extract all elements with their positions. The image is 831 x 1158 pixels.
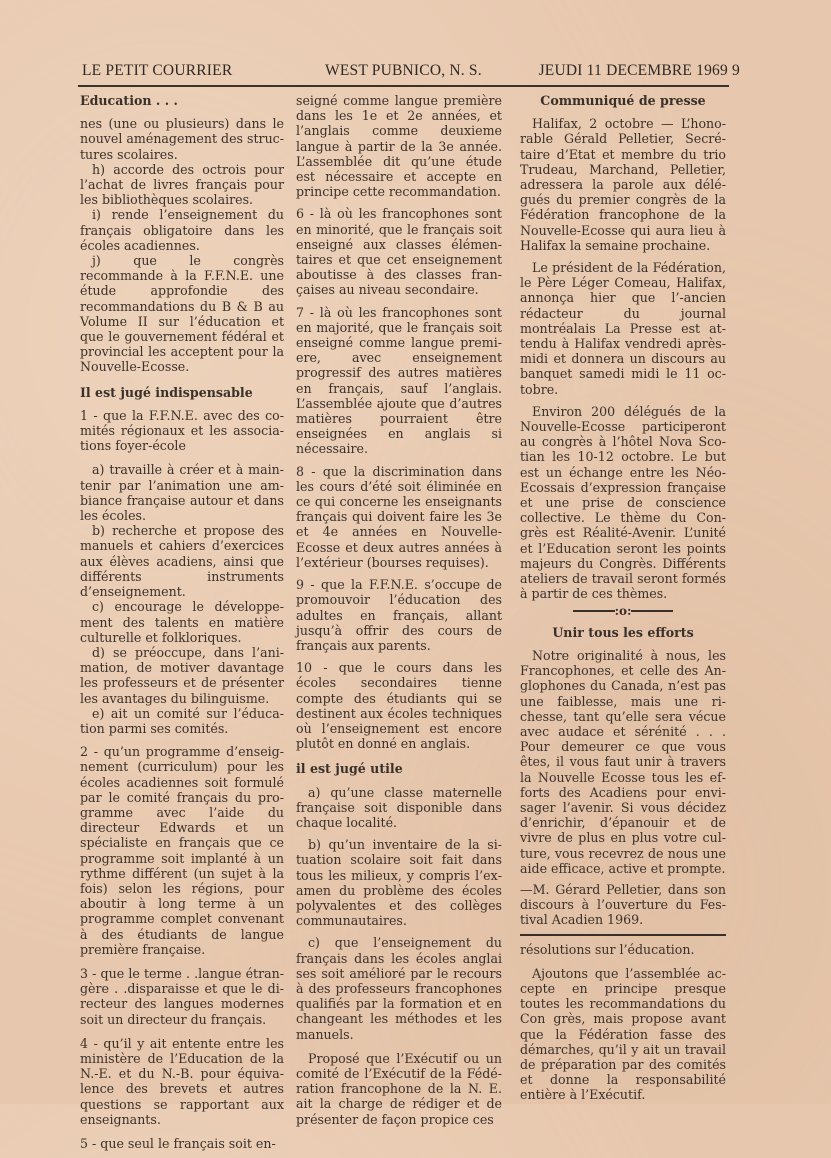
paragraph: Ajoutons que l’assemblée accepte en principe presque toutes les recommandations du Con grès, mais propose avant que la Fédération fasse des démarches, qu’il y ait un travail de préparation par des comités et donne la responsabilité entière à l’Exécutif. <box>520 965 726 1103</box>
paragraph: c) que l’enseignement du français dans les écoles anglai ses soit amélioré par le recours à des professeurs francophones qualifiés par la formation et en changeant les méthodes et les manuels. <box>296 935 502 1042</box>
section-heading-unir: Unir tous les efforts <box>552 624 694 640</box>
separator-line <box>631 610 673 612</box>
paragraph: 2 - qu’un programme d’enseignement (curriculum) pour les écoles acadiennes soit formulé par le comité français du programme avec l’aide du directeur Edwards et un spécialiste en français que ce programme soit implanté à un rythme différent (un sujet à la fois) selon les régions, pour aboutir à long terme à un programme complet convenant à des étudiants de langue première française. <box>80 744 284 957</box>
issue-date <box>539 62 740 80</box>
masthead-rule <box>78 85 729 87</box>
paragraph: nes (une ou plusieurs) dans le nouvel aménagement des structures scolaires. <box>80 116 284 162</box>
paragraph: i) rende l’enseignement du français obligatoire dans les écoles acadiennes. <box>80 207 284 253</box>
quote-attribution: —M. Gérard Pelletier, dans son discours à l’ouverture du Festival Acadien 1969. <box>520 881 726 928</box>
column-1 <box>80 93 284 1158</box>
paragraph: b) recherche et propose des manuels et cahiers d’exercices aux élèves acadiens, ainsi que différents instruments d’enseignement. <box>80 523 284 600</box>
paragraph: 1 - que la F.F.N.E. avec des comités régionaux et les associations foyer-école <box>80 407 284 454</box>
section-separator <box>520 604 726 619</box>
paragraph: 3 - que le terme . .langue étrangère . .disparaisse et que le directeur des langues modernes soit un directeur du français. <box>80 965 284 1027</box>
article-end-rule <box>520 934 726 936</box>
masthead <box>82 60 740 82</box>
dateline-place: WEST PUBNICO, N. S. <box>325 62 482 79</box>
paragraph: d) se préoccupe, dans l’animation, de motiver davantage les professeurs et de présenter les avantages du bilinguisme. <box>80 644 284 706</box>
paragraph: Le président de la Fédération, le Père Léger Comeau, Halifax, annonça hier que l’-ancien rédacteur du journal montréalais La Presse est attendu à Halifax vendredi après-midi et donnera un discours au banquet samedi midi le 11 octobre. <box>520 260 726 397</box>
paragraph: 7 - là où les francophones sont en majorité, que le français soit enseigné comme langue premiere, avec enseignement progressif des autres matières en français, sauf l’anglais. L’assemblée ajoute que d’autres matières pourraient être enseignées en anglais si nécessaire. <box>296 304 502 457</box>
paragraph: Notre originalité à nous, les Francophones, et celle des Anglophones du Canada, n’est pas une faiblesse, mais une richesse, tant qu’elle sera vécue avec audace et sérénité . . . Pour demeurer ce que vous êtes, il vous faut unir à travers la Nouvelle Ecosse tous les efforts des Acadiens pour envisager l’avenir. Si vous décidez d’enrichir, d’épanouir et de vivre de plus en plus votre culture, vous recevrez de nous une aide efficace, active et prompte. <box>520 647 726 876</box>
separator-mark: :o: <box>614 603 632 618</box>
paragraph: a) travaille à créer et à maintenir par l’animation une ambiance française autour et dans les écoles. <box>80 462 284 524</box>
paragraph: 8 - que la discrimination dans les cours d’été soit éliminée en ce qui concerne les enseignants français qui doivent faire les 3e et 4e années en Nouvelle-Ecosse et deux autres années à l’extérieur (bourses requises). <box>296 463 502 570</box>
paragraph: Halifax, 2 octobre — L’honorable Gérald Pelletier, Secrétaire d’Etat et membre du trio Trudeau, Marchand, Pelletier, adressera la parole aux délégués du premier congrès de la Fédération francophone de la Nouvelle-Ecosse qui aura lieu à Halifax la semaine prochaine. <box>520 116 726 253</box>
paragraph: h) accorde des octrois pour l’achat de livres français pour les bibliothèques scolaires. <box>80 161 284 208</box>
column-2 <box>296 93 502 1127</box>
paragraph: c) encourage le développement des talents en matière culturelle et folkloriques. <box>80 599 284 645</box>
page-number: 9 <box>732 62 740 79</box>
paragraph: 10 - que le cours dans les écoles secondaires tienne compte des étudiants qui se destinent aux écoles techniques où l’enseignement est encore plutôt en donné en anglais. <box>296 660 502 752</box>
paragraph: 5 - que seul le français soit en- <box>80 1136 276 1151</box>
paragraph: seigné comme langue première dans les 1e et 2e années, et l’anglais comme deuxieme langue à partir de la 3e année. L’assemblée dit qu’une étude est nécessaire et accepte en principe cette recommandation. <box>296 93 502 200</box>
section-heading-communique: Communiqué de presse <box>540 93 706 108</box>
paragraph: b) qu’un inventaire de la situation scolaire soit fait dans tous les milieux, y compris l’examen du problème des écoles polyvalentes et des collèges communautaires. <box>296 837 502 929</box>
paragraph: e) ait un comité sur l’éducation parmi ses comités. <box>80 705 284 736</box>
separator-line <box>573 610 615 612</box>
section-heading-education: Education . . . <box>80 93 178 108</box>
column-3 <box>520 93 726 1103</box>
date-text: JEUDI 11 DECEMBRE 1969 <box>538 62 728 79</box>
newspaper-name: LE PETIT COURRIER <box>82 62 233 79</box>
paragraph: Proposé que l’Exécutif ou un comité de l’Exécutif de la Fédération francophone de la N. E. ait la charge de rédiger et de présenter de façon propice ces <box>296 1050 502 1127</box>
paragraph: a) qu’une classe maternelle française soit disponible dans chaque localité. <box>296 784 502 830</box>
paragraph: 4 - qu’il y ait entente entre les ministère de l’Education de la N.-E. et du N.-B. pour équivalence des brevets et autres questions se rapportant aux enseignants. <box>80 1035 284 1127</box>
paragraph: j) que le congrès recommande à la F.F.N.E. une étude approfondie des recommandations du B & B au Volume II sur l’éducation et que le gouvernement fédéral et provincial les acceptent pour la Nouvelle-Ecosse. <box>80 253 284 375</box>
paragraph: 6 - là où les francophones sont en minorité, que le français soit enseigné aux classes élémentaires et que cet enseignement aboutisse à des classes françaises au niveau secondaire. <box>296 206 502 298</box>
paragraph: Environ 200 délégués de la Nouvelle-Ecosse participeront au congrès à l’hôtel Nova Scotian les 10-12 octobre. Le but est un échange entre les Néo-Ecossais d’expression française et une prise de conscience collective. Le thème du Congrès est Réalité-Avenir. L’unité et l’Education seront les points majeurs du Congrès. Différents ateliers de travail seront formés à partir de ces thèmes. <box>520 403 726 602</box>
paragraph: 9 - que la F.F.N.E. s’occupe de promouvoir l’éducation des adultes en français, allant jusqu’à offrir des cours de français aux parents. <box>296 577 502 653</box>
paragraph: résolutions sur l’éducation. <box>520 941 695 957</box>
section-heading-indispensable: Il est jugé indispensable <box>80 384 253 400</box>
section-heading-utile: il est jugé utile <box>296 761 403 777</box>
